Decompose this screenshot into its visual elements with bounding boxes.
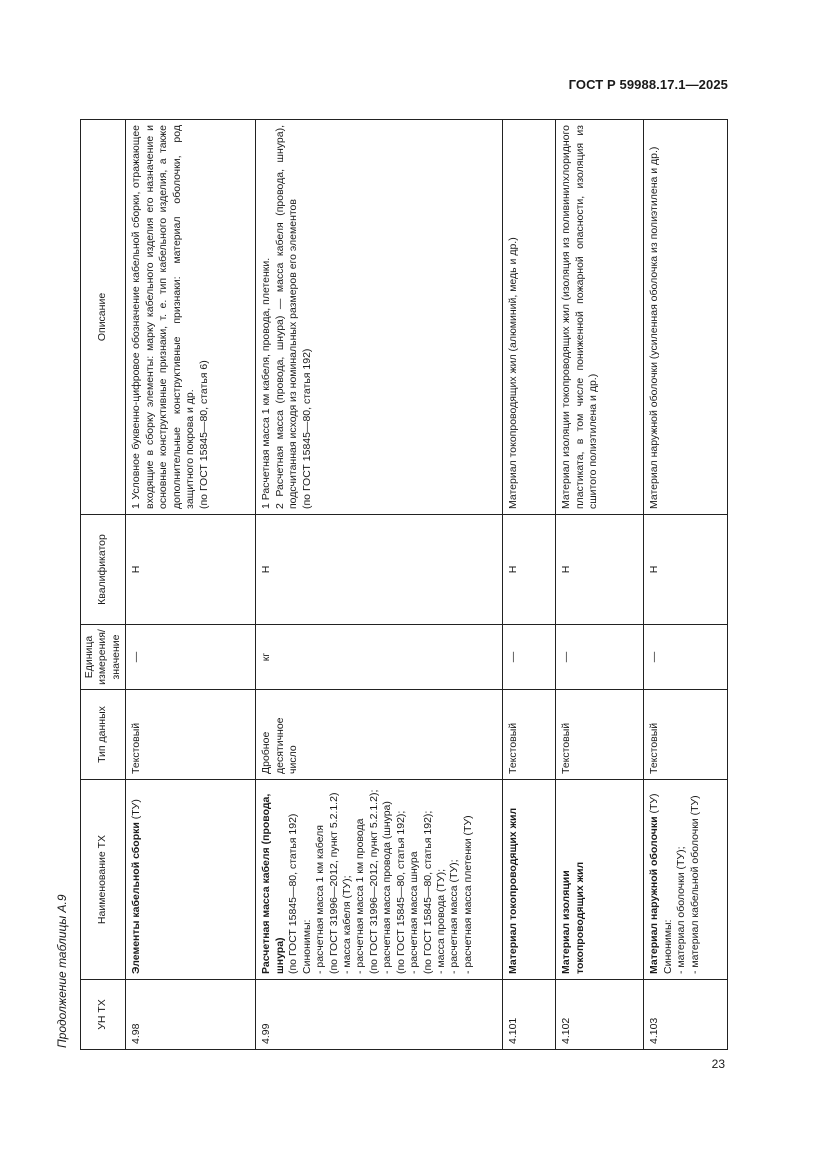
column-header-description: Описание	[81, 120, 126, 515]
column-header-unit: Единица измерения/ значение	[81, 625, 126, 690]
cell-unit: —	[126, 625, 256, 690]
name-detail-line: - расчетная масса провода (шнура)	[381, 801, 394, 974]
document-code: ГОСТ Р 59988.17.1—2025	[568, 77, 728, 92]
column-header-type: Тип данных	[81, 690, 126, 780]
cell-name	[256, 780, 503, 980]
cell-id: 4.99	[256, 980, 503, 1050]
page-number: 23	[711, 1057, 725, 1071]
name-detail-line: - расчетная масса (ТУ);	[448, 859, 461, 974]
cell-name	[126, 780, 256, 980]
table-body	[126, 120, 728, 1050]
cell-name	[644, 780, 728, 980]
cell-type: Текстовый	[126, 690, 256, 780]
name-detail-line: Синонимы:	[661, 919, 674, 974]
cell-qualifier: Н	[503, 515, 556, 625]
cell-description	[556, 120, 644, 515]
cell-description	[126, 120, 256, 515]
name-detail-line: (по ГОСТ 31996—2012, пункт 5.2.1.2)	[327, 792, 340, 974]
table-row	[644, 120, 728, 1050]
cell-description	[256, 120, 503, 515]
cell-type: Текстовый	[556, 690, 644, 780]
table-row	[556, 120, 644, 1050]
cell-description	[503, 120, 556, 515]
table-row	[126, 120, 256, 1050]
name-detail-line: - материал кабельной оболочки (ТУ)	[688, 795, 701, 974]
cell-qualifier: Н	[644, 515, 728, 625]
name-detail-line: - масса кабеля (ТУ);	[340, 875, 353, 974]
name-detail-line: (по ГОСТ 15845—80, статья 192)	[287, 813, 300, 974]
characteristic-name: Элементы кабельной сборки	[130, 822, 143, 974]
name-suffix: (ТУ)	[130, 799, 143, 823]
cell-qualifier: Н	[256, 515, 503, 625]
name-detail-line: (по ГОСТ 15845—80, статья 192);	[394, 810, 407, 974]
description-line: 1 Расчетная масса 1 км кабеля, провода, плетенки.	[260, 257, 273, 509]
description-line: Материал изоляции токопроводящих жил (изоляция из поливинилхлоридного пластиката, в том числе пониженной пожарной опасности, изоляция из сшитого полиэтилена и др.)	[560, 125, 599, 509]
cell-unit: —	[644, 625, 728, 690]
characteristic-name: Материал изоляции токопроводящих жил	[560, 861, 586, 974]
description-line: (по ГОСТ 15845—80, статья 6)	[197, 360, 210, 509]
table-row	[503, 120, 556, 1050]
name-suffix: (ТУ)	[648, 793, 661, 817]
cell-id: 4.102	[556, 980, 644, 1050]
name-detail-line: (по ГОСТ 31996—2012, пункт 5.2.1.2);	[367, 789, 380, 974]
cell-type: Дробное десятичное число	[256, 690, 503, 780]
name-detail-line: Синонимы:	[300, 919, 313, 974]
cell-name	[556, 780, 644, 980]
description-line: (по ГОСТ 15845—80, статья 192)	[300, 348, 313, 509]
name-detail-line: (по ГОСТ 15845—80, статья 192);	[421, 810, 434, 974]
cell-name	[503, 780, 556, 980]
characteristic-name: Расчетная масса кабеля (провода, шнура)	[260, 793, 286, 974]
cell-type: Текстовый	[503, 690, 556, 780]
description-line: 2 Расчетная масса (провода, шнура) — масса кабеля (провода, шнура), подсчитанная исходя из номинальных размеров его элементов	[273, 125, 300, 509]
description-line: 1 Условное буквенно-цифровое обозначение кабельной сборки, отражающее входящие в сборку элементы: марку кабельного изделия его назначение и основные конструктивные признаки, т. е. тип кабельного изделия, а также дополнительные конструктивные признаки: материал оболочки, род защитного покрова и др.	[130, 125, 197, 509]
description-line: Материал токопроводящих жил (алюминий, медь и др.)	[507, 237, 520, 509]
cell-description	[644, 120, 728, 515]
characteristic-name: Материал наружной оболочки	[648, 816, 661, 974]
cell-unit: кг	[256, 625, 503, 690]
cell-type: Текстовый	[644, 690, 728, 780]
column-header-id: УН ТХ	[81, 980, 126, 1050]
table-caption: Продолжение таблицы А.9	[55, 894, 69, 1048]
description-line: Материал наружной оболочки (усиленная оболочка из полиэтилена и др.)	[648, 146, 661, 509]
characteristic-name: Материал токопроводящих жил	[507, 807, 520, 974]
name-detail-line: - расчетная масса 1 км кабеля	[314, 825, 327, 974]
cell-id: 4.103	[644, 980, 728, 1050]
name-detail-line: - материал оболочки (ТУ);	[675, 846, 688, 974]
name-detail-line: - расчетная масса шнура	[408, 851, 421, 974]
table-header-row	[81, 120, 126, 1050]
cell-unit: —	[503, 625, 556, 690]
column-header-qualifier: Квалификатор	[81, 515, 126, 625]
table-container	[80, 120, 728, 1050]
name-detail-line: - расчетная масса 1 км провода	[354, 818, 367, 974]
cell-id: 4.98	[126, 980, 256, 1050]
column-header-name: Наименование ТХ	[81, 780, 126, 980]
cell-id: 4.101	[503, 980, 556, 1050]
name-detail-line: - масса провода (ТУ);	[435, 868, 448, 974]
cell-qualifier: Н	[126, 515, 256, 625]
table-row	[256, 120, 503, 1050]
cell-unit: —	[556, 625, 644, 690]
name-detail-line: - расчетная масса плетенки (ТУ)	[461, 815, 474, 974]
characteristics-table	[80, 119, 728, 1050]
cell-qualifier: Н	[556, 515, 644, 625]
